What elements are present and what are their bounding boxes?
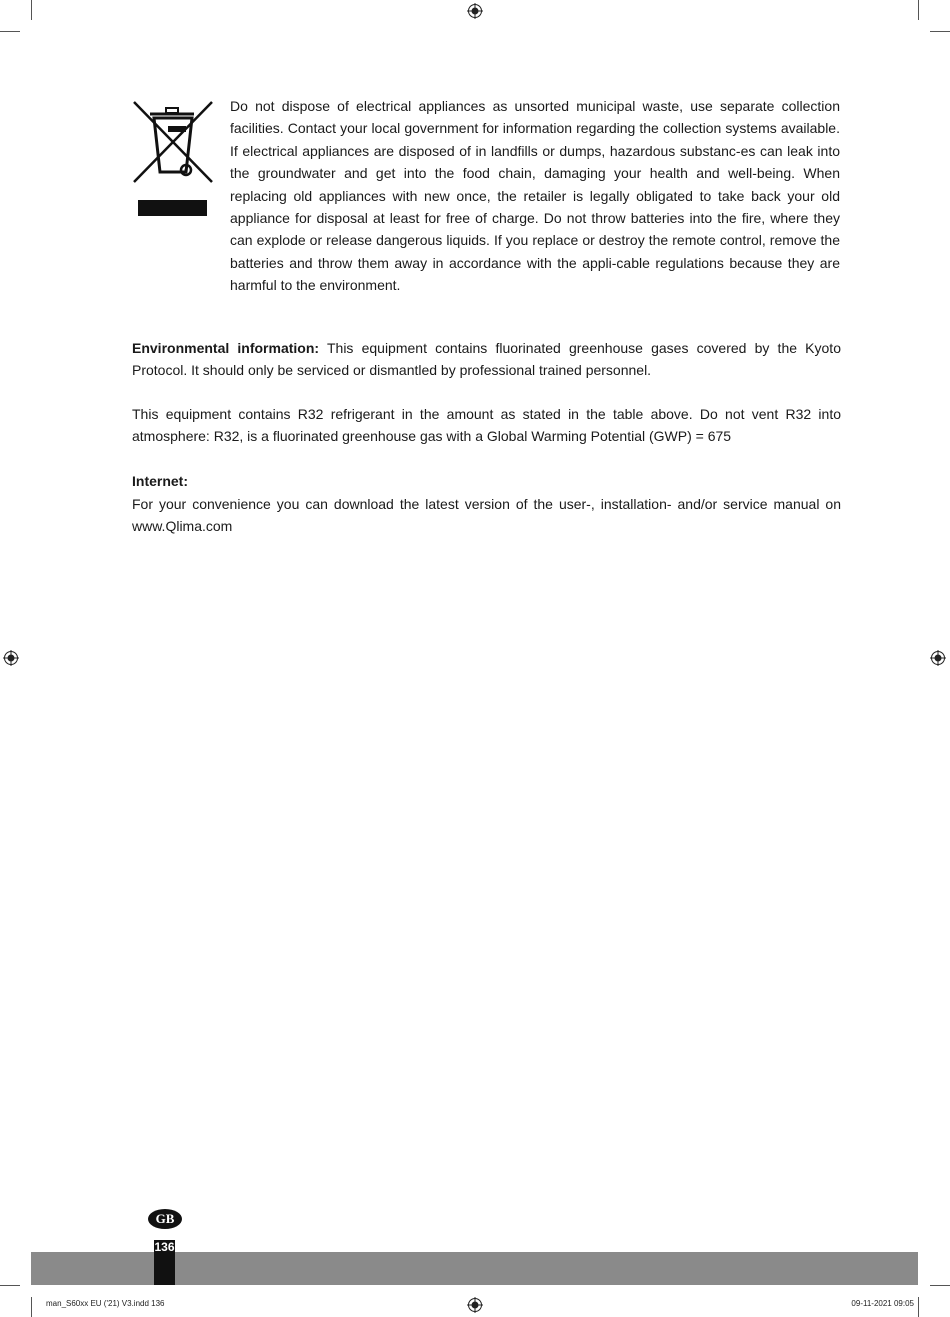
crop-mark bbox=[918, 0, 919, 20]
page-number: 136 bbox=[154, 1240, 175, 1254]
crop-mark bbox=[0, 31, 20, 32]
crossed-out-wheelie-bin-icon bbox=[132, 98, 216, 218]
language-badge: GB bbox=[148, 1209, 182, 1229]
crop-mark bbox=[930, 1285, 950, 1286]
date-slug: 09-11-2021 09:05 bbox=[851, 1299, 914, 1308]
internet-text: For your convenience you can download the latest version of the user-, installation- and/or service manual on www.Qlima.com bbox=[132, 496, 841, 535]
crop-mark bbox=[31, 1297, 32, 1317]
internet-heading: Internet: bbox=[132, 473, 188, 489]
registration-mark-icon bbox=[3, 650, 19, 666]
crop-mark bbox=[930, 31, 950, 32]
file-slug: man_S60xx EU ('21) V3.indd 136 bbox=[46, 1299, 165, 1308]
environmental-label: Environmental information: bbox=[132, 340, 320, 356]
environmental-information bbox=[132, 337, 841, 382]
weee-disposal-notice: Do not dispose of electrical appliances as unsorted municipal waste, use separate collection facilities. Contact your local government for information regarding the collection systems available. If electrical appliances are disposed of in landfills or dumps, hazardous substanc-es can leak into the groundwater and get into the food chain, damaging your health and well-being. When replacing old appliances with new once, the retailer is legally obligated to take back your old appliance for disposal at least for free of charge. Do not throw batteries into the fire, where they can explode or release dangerous liquids. If you replace or destroy the remote control, remove the batteries and throw them away in accordance with the appli-cable regulations because they are harmful to the environment. bbox=[230, 98, 840, 294]
refrigerant-notice: This equipment contains R32 refrigerant in the amount as stated in the table above. Do not vent R32 into atmosphere: R32, is a fluorinated greenhouse gas with a Global Warming Potential (GWP) = 675 bbox=[132, 406, 841, 445]
registration-mark-icon bbox=[930, 650, 946, 666]
crop-mark bbox=[0, 1285, 20, 1286]
registration-mark-icon bbox=[467, 3, 483, 19]
registration-mark-icon bbox=[467, 1297, 483, 1313]
environmental-text: This equipment contains fluorinated greenhouse gases covered by the Kyoto Protocol. It should only be serviced or dismantled by professional trained personnel. bbox=[132, 340, 841, 379]
crop-mark bbox=[31, 0, 32, 20]
crop-mark bbox=[918, 1297, 919, 1317]
